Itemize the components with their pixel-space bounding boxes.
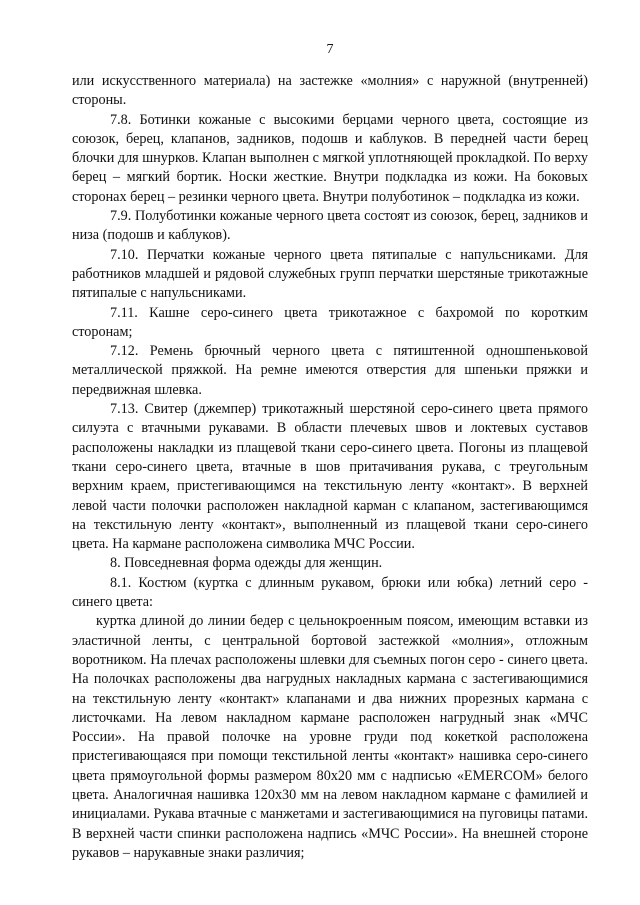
document-body [72,72,588,863]
paragraph-7-10-gloves: 7.10. Перчатки кожаные черного цвета пятипалые с напульсниками. Для работников младшей и рядовой служебных групп перчатки шерстяные трикотажные пятипалые с напульсниками. [72,246,588,302]
paragraph-8-womens-uniform: 8. Повседневная форма одежды для женщин. [110,555,383,572]
document-page [72,0,588,905]
paragraph-continuation: или искусственного материала) на застежке «молния» с наружной (внутренней) стороны. [72,73,588,109]
paragraph-7-12-belt: 7.12. Ремень брючный черного цвета с пятиштенной одношпеньковой металлической пряжкой. На ремне имеются отверстия для шпеньки пряжки и передвижная шлевка. [72,343,588,398]
paragraph-8-1-summer-suit: 8.1. Костюм (куртка с длинным рукавом, брюки или юбка) летний серо - синего цвета: [72,574,588,611]
page-number: 7 [326,42,334,57]
paragraph-7-11-scarf: 7.11. Кашне серо-синего цвета трикотажное с бахромой по коротким сторонам; [72,304,588,340]
paragraph-7-8-boots: 7.8. Ботинки кожаные с высокими берцами черного цвета, состоящие из союзок, берец, клапанов, задников, подошв и каблуков. В передней части берец блочки для шнурков. Клапан выполнен с мягкой уплотняющей прокладкой. По верху берец – мягкий бортик. Носки жесткие. Внутри подкладка из кожи. На боковых сторонах берец – резинки черного цвета. Внутри полуботинок – подкладка из кожи. [72,111,588,205]
paragraph-7-13-sweater: 7.13. Свитер (джемпер) трикотажный шерстяной серо-синего цвета прямого силуэта с втачными рукавами. В области плечевых швов и локтевых суставов расположены накладки из плащевой ткани серо-синего цвета. Погоны из плащевой ткани серо-синего цвета, втачные в шов притачивания рукава, с треугольным верхним краем, пристегивающимся на текстильную ленту «контакт». В верхней левой части полочки расположен накладной карман с клапаном, застегивающимся на текстильную ленту «контакт», выполненный из плащевой ткани серо-синего цвета. На кармане расположена символика МЧС России. [72,401,588,553]
paragraph-7-9-shoes: 7.9. Полуботинки кожаные черного цвета состоят из союзок, берец, задников и низа (подошв и каблуков). [72,208,588,244]
paragraph-jacket-description: куртка длиной до линии бедер с цельнокроенным поясом, имеющим вставки из эластичной ленты, с центральной бортовой застежкой «молния», отложным воротником. На плечах расположены шлевки для съемных погон серо - синего цвета. На полочках расположены два нагрудных накладных кармана с застегивающимися на текстильную ленту «контакт» клапанами и два нижних прорезных кармана с листочками. На левом накладном кармане расположен нагрудный знак «МЧС России». На правой полочке на уровне груди под кокеткой расположена пристегивающаяся при помощи текстильной ленты «контакт» нашивка серо-синего цвета прямоугольной формы размером 80x20 мм с надписью «EMERCOM» белого цвета. Аналогичная нашивка 120x30 мм на левом накладном кармане с фамилией и инициалами. Рукава втачные с манжетами и застегивающимися на пуговицы патами. В верхней части спинки расположена надпись «МЧС России». На внешней стороне рукавов – нарукавные знаки различия; [72,613,588,861]
